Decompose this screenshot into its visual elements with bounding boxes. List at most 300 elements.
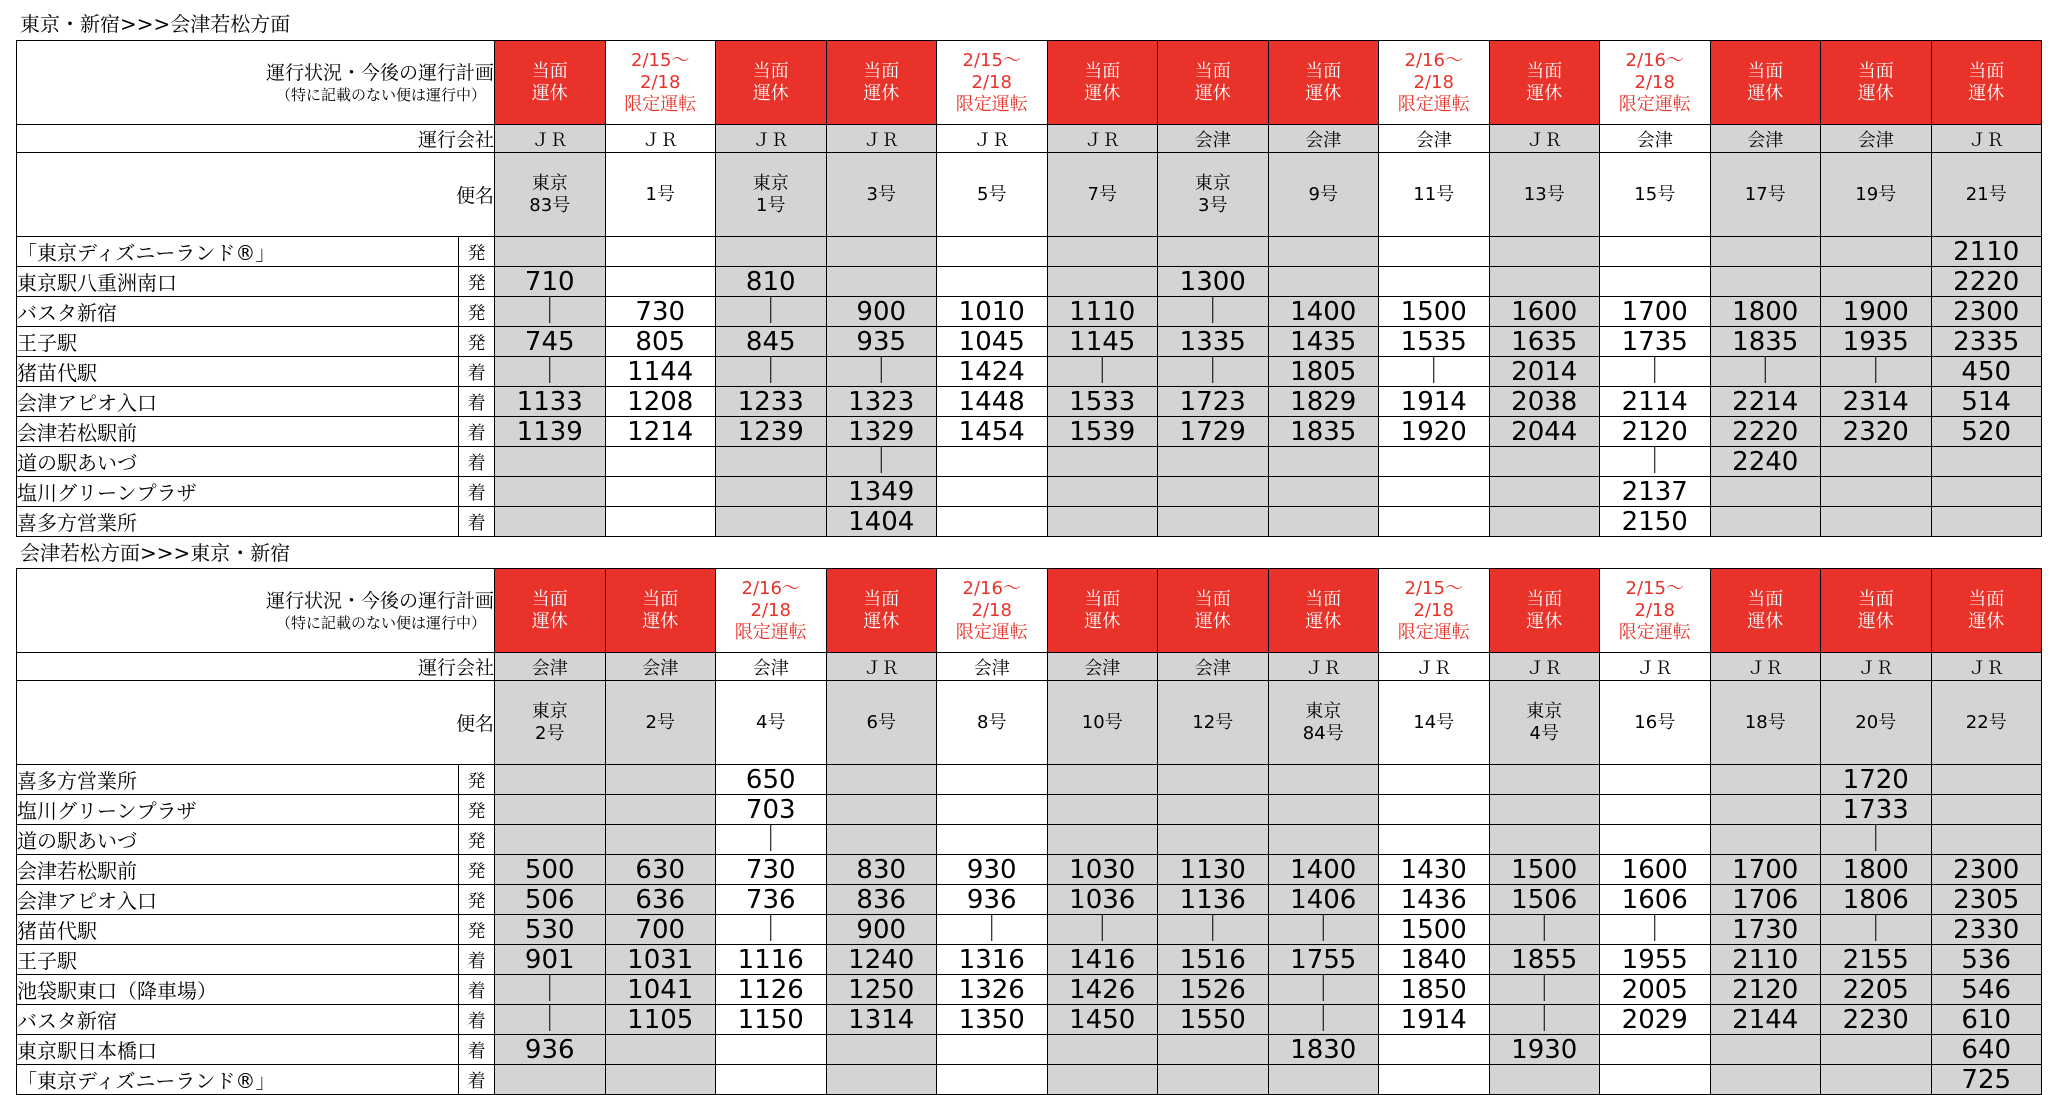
status-line: 限定運転 bbox=[734, 621, 807, 643]
time-cell: 1955 bbox=[1600, 945, 1711, 975]
company-cell: 会津 bbox=[1047, 653, 1158, 681]
time-cell: 1031 bbox=[605, 945, 716, 975]
time-cell: 1635 bbox=[1489, 327, 1600, 357]
time-cell: 536 bbox=[1931, 945, 2042, 975]
time-cell bbox=[937, 507, 1048, 537]
arrive-depart: 発 bbox=[459, 885, 495, 915]
time-cell bbox=[826, 237, 937, 267]
stop-row bbox=[17, 237, 2042, 267]
time-cell: ｜ bbox=[1710, 357, 1821, 387]
stop-row bbox=[17, 825, 2042, 855]
time-cell bbox=[1047, 765, 1158, 795]
time-cell: 1500 bbox=[1489, 855, 1600, 885]
company-cell: ＪＲ bbox=[937, 125, 1048, 153]
bus-name-cell bbox=[605, 153, 716, 237]
status-line: 運休 bbox=[1968, 610, 2005, 632]
time-cell bbox=[495, 237, 606, 267]
time-cell bbox=[937, 825, 1048, 855]
stop-name: バスタ新宿 bbox=[17, 1005, 459, 1035]
time-cell: 845 bbox=[716, 327, 827, 357]
time-cell bbox=[1710, 267, 1821, 297]
time-cell bbox=[1158, 795, 1269, 825]
stop-row bbox=[17, 417, 2042, 447]
time-cell: 2044 bbox=[1489, 417, 1600, 447]
time-cell: 2320 bbox=[1821, 417, 1932, 447]
company-cell: ＪＲ bbox=[1931, 125, 2042, 153]
time-cell: 1326 bbox=[937, 975, 1048, 1005]
stop-name: 「東京ディズニーランド®」 bbox=[17, 1065, 459, 1095]
company-cell: ＪＲ bbox=[826, 653, 937, 681]
time-cell bbox=[716, 1065, 827, 1095]
time-cell bbox=[605, 795, 716, 825]
time-cell: 1233 bbox=[716, 387, 827, 417]
time-cell bbox=[605, 237, 716, 267]
time-cell: ｜ bbox=[716, 825, 827, 855]
time-cell: 703 bbox=[716, 795, 827, 825]
bus-name-cell bbox=[826, 681, 937, 765]
company-cell: ＪＲ bbox=[1489, 653, 1600, 681]
stop-name: 東京駅日本橋口 bbox=[17, 1035, 459, 1065]
time-cell: 1030 bbox=[1047, 855, 1158, 885]
company-cell: ＪＲ bbox=[1710, 653, 1821, 681]
arrive-depart: 発 bbox=[459, 915, 495, 945]
time-cell bbox=[495, 477, 606, 507]
company-cell: 会津 bbox=[716, 653, 827, 681]
time-cell: 1239 bbox=[716, 417, 827, 447]
time-cell bbox=[1158, 507, 1269, 537]
time-cell bbox=[1821, 477, 1932, 507]
bus-name-cell bbox=[1821, 681, 1932, 765]
company-cell: ＪＲ bbox=[716, 125, 827, 153]
time-cell: 1424 bbox=[937, 357, 1048, 387]
status-line: 当面 bbox=[1084, 60, 1121, 82]
time-cell bbox=[1821, 447, 1932, 477]
status-header bbox=[17, 41, 495, 125]
time-cell: 936 bbox=[937, 885, 1048, 915]
time-cell: ｜ bbox=[1047, 915, 1158, 945]
time-cell: 1150 bbox=[716, 1005, 827, 1035]
time-cell bbox=[1158, 237, 1269, 267]
time-cell: ｜ bbox=[716, 357, 827, 387]
bus-name-line: 4号 bbox=[1529, 722, 1559, 744]
time-cell: 1240 bbox=[826, 945, 937, 975]
time-cell bbox=[1268, 795, 1379, 825]
company-cell: 会津 bbox=[1268, 125, 1379, 153]
stop-row bbox=[17, 357, 2042, 387]
bus-name-line: 9号 bbox=[1308, 183, 1338, 205]
time-cell bbox=[1047, 795, 1158, 825]
time-cell: 830 bbox=[826, 855, 937, 885]
time-cell bbox=[937, 1035, 1048, 1065]
time-cell bbox=[826, 267, 937, 297]
time-cell bbox=[1710, 795, 1821, 825]
time-cell: 1139 bbox=[495, 417, 606, 447]
time-cell bbox=[1710, 1035, 1821, 1065]
time-cell bbox=[1600, 1065, 1711, 1095]
time-cell: ｜ bbox=[716, 297, 827, 327]
status-cell bbox=[605, 569, 716, 653]
stop-name: 会津アピオ入口 bbox=[17, 885, 459, 915]
stop-name: 「東京ディズニーランド®」 bbox=[17, 237, 459, 267]
time-cell: 2300 bbox=[1931, 297, 2042, 327]
status-line: 運休 bbox=[1194, 82, 1231, 104]
time-cell: 1533 bbox=[1047, 387, 1158, 417]
time-cell bbox=[605, 825, 716, 855]
company-row bbox=[17, 125, 2042, 153]
bus-name-cell bbox=[1931, 681, 2042, 765]
status-row bbox=[17, 569, 2042, 653]
status-cell bbox=[495, 569, 606, 653]
time-cell: 2114 bbox=[1600, 387, 1711, 417]
time-cell bbox=[1931, 447, 2042, 477]
time-cell bbox=[1047, 1035, 1158, 1065]
bus-name-cell bbox=[826, 153, 937, 237]
time-cell bbox=[1489, 447, 1600, 477]
status-line: 当面 bbox=[1747, 588, 1784, 610]
arrive-depart: 着 bbox=[459, 1035, 495, 1065]
time-cell: 500 bbox=[495, 855, 606, 885]
time-cell bbox=[1379, 1035, 1490, 1065]
bus-name-cell bbox=[495, 153, 606, 237]
bus-name-cell bbox=[1710, 153, 1821, 237]
time-cell: 1400 bbox=[1268, 855, 1379, 885]
time-cell bbox=[1600, 825, 1711, 855]
status-line: 限定運転 bbox=[955, 93, 1028, 115]
status-line: 運休 bbox=[531, 82, 568, 104]
time-cell: 1840 bbox=[1379, 945, 1490, 975]
bus-name-line: 4号 bbox=[756, 711, 786, 733]
bus-name-cell bbox=[716, 153, 827, 237]
time-cell bbox=[1268, 1065, 1379, 1095]
bus-name-line: 東京 bbox=[1305, 700, 1342, 722]
time-cell: 1406 bbox=[1268, 885, 1379, 915]
time-cell bbox=[1158, 1065, 1269, 1095]
stop-row bbox=[17, 915, 2042, 945]
time-cell: 2230 bbox=[1821, 1005, 1932, 1035]
time-cell bbox=[1489, 1065, 1600, 1095]
status-line: 2/18 bbox=[971, 71, 1012, 93]
time-cell: 2300 bbox=[1931, 855, 2042, 885]
time-cell: 900 bbox=[826, 297, 937, 327]
time-cell: 636 bbox=[605, 885, 716, 915]
status-line: 2/16～ bbox=[741, 577, 800, 599]
time-cell: 725 bbox=[1931, 1065, 2042, 1095]
bus-name-cell bbox=[937, 153, 1048, 237]
time-cell: 1335 bbox=[1158, 327, 1269, 357]
time-cell: 1349 bbox=[826, 477, 937, 507]
time-cell: 1105 bbox=[605, 1005, 716, 1035]
time-cell bbox=[605, 267, 716, 297]
time-cell: ｜ bbox=[1379, 357, 1490, 387]
time-cell: 1145 bbox=[1047, 327, 1158, 357]
time-cell bbox=[1600, 237, 1711, 267]
company-label: 運行会社 bbox=[17, 125, 495, 153]
status-cell bbox=[716, 569, 827, 653]
time-cell bbox=[1379, 765, 1490, 795]
company-cell: ＪＲ bbox=[495, 125, 606, 153]
time-cell: 2220 bbox=[1931, 267, 2042, 297]
stop-row bbox=[17, 507, 2042, 537]
status-line: 2/16～ bbox=[1404, 49, 1463, 71]
stop-row bbox=[17, 267, 2042, 297]
time-cell: 1144 bbox=[605, 357, 716, 387]
time-cell bbox=[716, 507, 827, 537]
status-cell bbox=[1710, 569, 1821, 653]
time-cell bbox=[1268, 447, 1379, 477]
status-line: 当面 bbox=[531, 60, 568, 82]
timetable-inbound bbox=[16, 568, 2042, 1095]
time-cell: 1250 bbox=[826, 975, 937, 1005]
time-cell: 2029 bbox=[1600, 1005, 1711, 1035]
table-1-title: 東京・新宿>>>会津若松方面 bbox=[20, 12, 291, 36]
bus-name-line: 3号 bbox=[1198, 194, 1228, 216]
time-cell bbox=[1268, 267, 1379, 297]
arrive-depart: 着 bbox=[459, 507, 495, 537]
time-cell: 1136 bbox=[1158, 885, 1269, 915]
time-cell: ｜ bbox=[1047, 357, 1158, 387]
status-line: 2/15～ bbox=[631, 49, 690, 71]
time-cell: 1600 bbox=[1600, 855, 1711, 885]
time-cell: 2110 bbox=[1710, 945, 1821, 975]
status-line: 運休 bbox=[642, 610, 679, 632]
time-cell bbox=[1047, 477, 1158, 507]
company-cell: 会津 bbox=[1821, 125, 1932, 153]
time-cell bbox=[1268, 477, 1379, 507]
time-cell: 1316 bbox=[937, 945, 1048, 975]
time-cell: ｜ bbox=[1489, 1005, 1600, 1035]
arrive-depart: 着 bbox=[459, 1065, 495, 1095]
time-cell bbox=[826, 1035, 937, 1065]
status-cell bbox=[1600, 41, 1711, 125]
status-line: 運休 bbox=[1084, 82, 1121, 104]
time-cell: 836 bbox=[826, 885, 937, 915]
time-cell bbox=[1047, 267, 1158, 297]
time-cell bbox=[1600, 795, 1711, 825]
time-cell bbox=[1931, 507, 2042, 537]
status-cell bbox=[495, 41, 606, 125]
bus-name-line: 2号 bbox=[535, 722, 565, 744]
bus-name-line: 東京 bbox=[1526, 700, 1563, 722]
time-cell bbox=[1158, 765, 1269, 795]
status-line: 当面 bbox=[1084, 588, 1121, 610]
status-cell bbox=[605, 41, 716, 125]
table-2-title: 会津若松方面>>>東京・新宿 bbox=[20, 541, 291, 565]
status-line: 当面 bbox=[1968, 588, 2005, 610]
status-cell bbox=[1047, 41, 1158, 125]
time-cell: 630 bbox=[605, 855, 716, 885]
time-cell: 1133 bbox=[495, 387, 606, 417]
time-cell bbox=[1158, 1035, 1269, 1065]
time-cell: 2014 bbox=[1489, 357, 1600, 387]
time-cell: ｜ bbox=[1158, 297, 1269, 327]
time-cell bbox=[937, 477, 1048, 507]
company-cell: ＪＲ bbox=[1821, 653, 1932, 681]
time-cell: ｜ bbox=[1821, 825, 1932, 855]
stop-row bbox=[17, 1005, 2042, 1035]
time-cell: 1010 bbox=[937, 297, 1048, 327]
status-cell bbox=[1268, 569, 1379, 653]
time-cell bbox=[495, 825, 606, 855]
bus-name-row bbox=[17, 681, 2042, 765]
status-cell bbox=[1158, 569, 1269, 653]
time-cell: 1600 bbox=[1489, 297, 1600, 327]
arrive-depart: 着 bbox=[459, 975, 495, 1005]
stop-name: 王子駅 bbox=[17, 945, 459, 975]
status-line: 2/15～ bbox=[1625, 577, 1684, 599]
timetable-outbound bbox=[16, 40, 2042, 537]
company-cell: 会津 bbox=[937, 653, 1048, 681]
bus-name-line: 21号 bbox=[1965, 183, 2007, 205]
time-cell bbox=[1710, 825, 1821, 855]
time-cell: 1430 bbox=[1379, 855, 1490, 885]
stop-name: 会津若松駅前 bbox=[17, 855, 459, 885]
arrive-depart: 着 bbox=[459, 357, 495, 387]
arrive-depart: 発 bbox=[459, 765, 495, 795]
status-line: 運休 bbox=[1305, 82, 1342, 104]
status-line: 限定運転 bbox=[1618, 621, 1691, 643]
company-cell: ＪＲ bbox=[1047, 125, 1158, 153]
bus-name-label: 便名 bbox=[17, 681, 495, 765]
time-cell: ｜ bbox=[1489, 975, 1600, 1005]
time-cell: 1914 bbox=[1379, 387, 1490, 417]
bus-name-line: 83号 bbox=[529, 194, 571, 216]
bus-name-line: 14号 bbox=[1413, 711, 1455, 733]
time-cell: 936 bbox=[495, 1035, 606, 1065]
time-cell bbox=[826, 795, 937, 825]
time-cell: 1041 bbox=[605, 975, 716, 1005]
time-cell bbox=[1821, 507, 1932, 537]
bus-name-cell bbox=[1821, 153, 1932, 237]
status-cell bbox=[1379, 41, 1490, 125]
stop-name: 喜多方営業所 bbox=[17, 507, 459, 537]
time-cell bbox=[716, 447, 827, 477]
stop-row bbox=[17, 885, 2042, 915]
time-cell bbox=[1489, 825, 1600, 855]
time-cell: 1454 bbox=[937, 417, 1048, 447]
bus-name-cell bbox=[716, 681, 827, 765]
bus-name-cell bbox=[1379, 153, 1490, 237]
time-cell bbox=[1379, 1065, 1490, 1095]
time-cell: 1835 bbox=[1710, 327, 1821, 357]
time-cell: 640 bbox=[1931, 1035, 2042, 1065]
time-cell bbox=[1710, 1065, 1821, 1095]
status-line: 2/16～ bbox=[1625, 49, 1684, 71]
time-cell bbox=[1931, 825, 2042, 855]
time-cell: 1930 bbox=[1489, 1035, 1600, 1065]
time-cell bbox=[1489, 267, 1600, 297]
time-cell: 1835 bbox=[1268, 417, 1379, 447]
stop-name: バスタ新宿 bbox=[17, 297, 459, 327]
stop-name: 塩川グリーンプラザ bbox=[17, 795, 459, 825]
time-cell: 1735 bbox=[1600, 327, 1711, 357]
status-cell bbox=[1931, 569, 2042, 653]
time-cell: 2144 bbox=[1710, 1005, 1821, 1035]
arrive-depart: 発 bbox=[459, 297, 495, 327]
status-line: 限定運転 bbox=[1397, 621, 1470, 643]
time-cell bbox=[1379, 267, 1490, 297]
time-cell: 2155 bbox=[1821, 945, 1932, 975]
bus-name-cell bbox=[1379, 681, 1490, 765]
time-cell: 1606 bbox=[1600, 885, 1711, 915]
time-cell: 2137 bbox=[1600, 477, 1711, 507]
time-cell: ｜ bbox=[1600, 447, 1711, 477]
status-header-note: （特に記載のない便は運行中） bbox=[275, 85, 486, 104]
time-cell bbox=[605, 447, 716, 477]
time-cell bbox=[1710, 507, 1821, 537]
status-line: 運休 bbox=[531, 610, 568, 632]
time-cell: 1755 bbox=[1268, 945, 1379, 975]
stop-row bbox=[17, 975, 2042, 1005]
status-line: 2/15～ bbox=[1404, 577, 1463, 599]
time-cell: 930 bbox=[937, 855, 1048, 885]
stop-name: 喜多方営業所 bbox=[17, 765, 459, 795]
bus-name-row bbox=[17, 153, 2042, 237]
time-cell bbox=[1379, 825, 1490, 855]
time-cell: 1436 bbox=[1379, 885, 1490, 915]
bus-name-cell bbox=[1158, 153, 1269, 237]
stop-row bbox=[17, 795, 2042, 825]
bus-name-line: 8号 bbox=[977, 711, 1007, 733]
time-cell bbox=[1489, 795, 1600, 825]
time-cell: 1800 bbox=[1821, 855, 1932, 885]
time-cell bbox=[495, 447, 606, 477]
company-cell: 会津 bbox=[1158, 125, 1269, 153]
time-cell: 610 bbox=[1931, 1005, 2042, 1035]
time-cell: 2335 bbox=[1931, 327, 2042, 357]
stop-name: 塩川グリーンプラザ bbox=[17, 477, 459, 507]
arrive-depart: 発 bbox=[459, 267, 495, 297]
status-cell bbox=[1158, 41, 1269, 125]
time-cell bbox=[826, 765, 937, 795]
time-cell: 1400 bbox=[1268, 297, 1379, 327]
status-row bbox=[17, 41, 2042, 125]
time-cell bbox=[1931, 765, 2042, 795]
bus-name-line: 6号 bbox=[866, 711, 896, 733]
status-line: 当面 bbox=[1526, 588, 1563, 610]
time-cell: 1323 bbox=[826, 387, 937, 417]
status-line: 当面 bbox=[1857, 588, 1894, 610]
time-cell: 1500 bbox=[1379, 297, 1490, 327]
status-line: 運休 bbox=[1747, 610, 1784, 632]
time-cell: 1526 bbox=[1158, 975, 1269, 1005]
time-cell: 1500 bbox=[1379, 915, 1490, 945]
time-cell bbox=[937, 1065, 1048, 1095]
time-cell: 1516 bbox=[1158, 945, 1269, 975]
time-cell: ｜ bbox=[495, 297, 606, 327]
time-cell: 1426 bbox=[1047, 975, 1158, 1005]
time-cell bbox=[605, 477, 716, 507]
time-cell bbox=[1268, 507, 1379, 537]
status-cell bbox=[937, 569, 1048, 653]
time-cell: 1700 bbox=[1710, 855, 1821, 885]
time-cell: 1920 bbox=[1379, 417, 1490, 447]
time-cell bbox=[1047, 1065, 1158, 1095]
status-line: 運休 bbox=[1084, 610, 1121, 632]
time-cell: 1448 bbox=[937, 387, 1048, 417]
time-cell: 730 bbox=[716, 855, 827, 885]
time-cell bbox=[1047, 825, 1158, 855]
bus-name-line: 11号 bbox=[1413, 183, 1455, 205]
time-cell: ｜ bbox=[1158, 357, 1269, 387]
company-cell: ＪＲ bbox=[605, 125, 716, 153]
time-cell bbox=[1600, 267, 1711, 297]
time-cell: 2120 bbox=[1600, 417, 1711, 447]
bus-name-cell bbox=[1489, 153, 1600, 237]
status-cell bbox=[1489, 569, 1600, 653]
status-line: 2/18 bbox=[1413, 599, 1454, 621]
time-cell: 1110 bbox=[1047, 297, 1158, 327]
time-cell: 710 bbox=[495, 267, 606, 297]
